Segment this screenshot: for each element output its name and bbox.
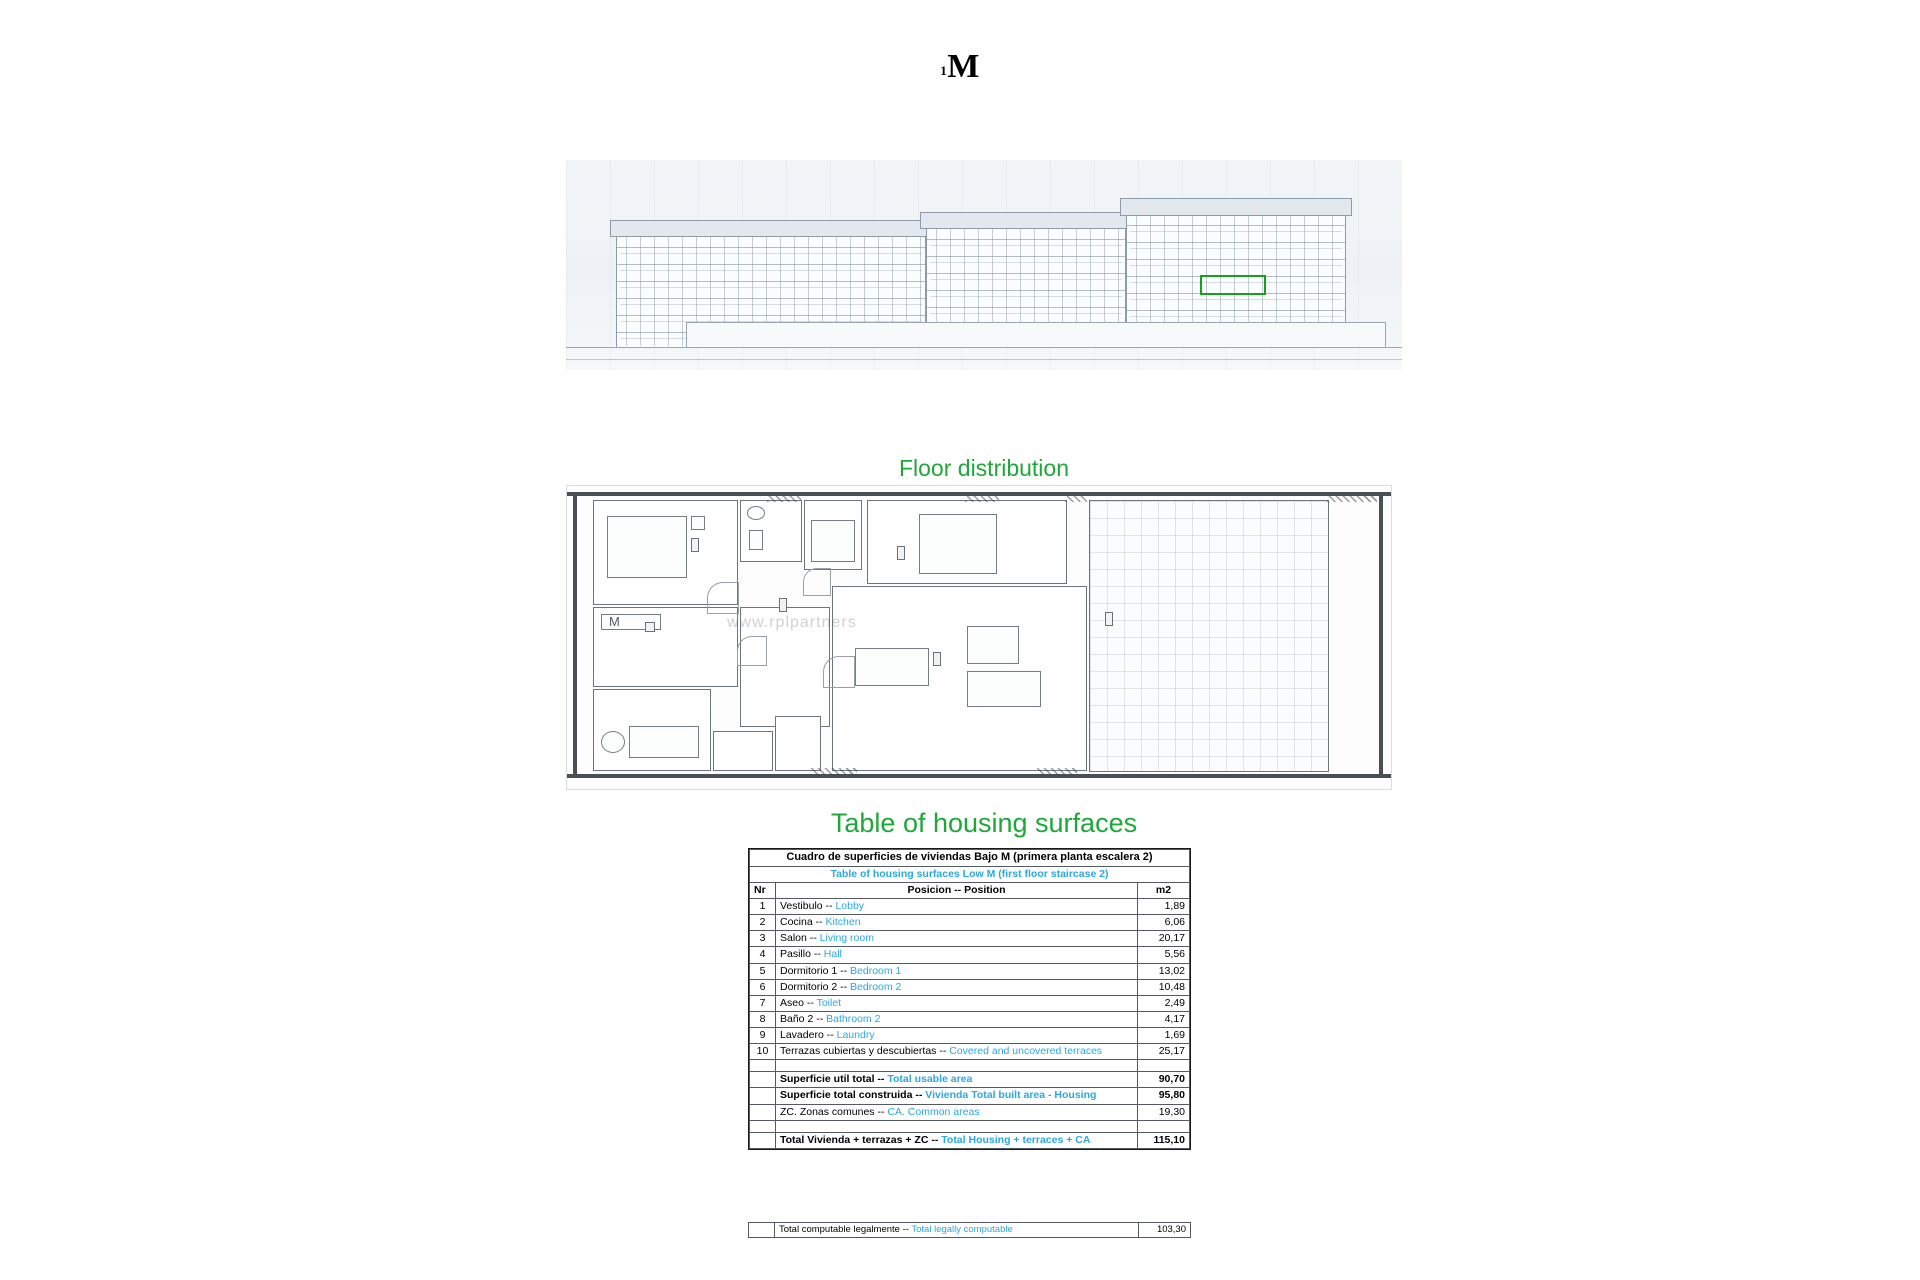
terrace-area [1089, 500, 1329, 772]
sofa [967, 671, 1041, 707]
total-usable-label [776, 1072, 1138, 1088]
table-spacer-row-2 [750, 1120, 1190, 1132]
floorplan-wall-bottom [567, 774, 1392, 778]
common-areas-row [750, 1104, 1190, 1120]
table-row [750, 1028, 1190, 1044]
row-nr: 6 [750, 979, 776, 995]
toilet-wc [749, 530, 763, 550]
grand-total-m2: 115,10 [1137, 1132, 1189, 1148]
floor-plan-drawing [566, 485, 1392, 790]
elevation-podium [686, 322, 1386, 348]
row-nr: 7 [750, 995, 776, 1011]
column-header-m2: m2 [1137, 882, 1189, 898]
table-row [750, 1011, 1190, 1027]
row-position-es: Dormitorio 1 -- [780, 964, 848, 977]
row-position-en: Laundry [836, 1029, 875, 1041]
row-position-en: Lobby [835, 900, 865, 912]
total-built-m2: 95,80 [1137, 1088, 1189, 1104]
structural-pier-5 [811, 768, 857, 776]
structural-pier-6 [1037, 768, 1077, 776]
nightstand-1 [691, 516, 705, 530]
row-m2: 25,17 [1137, 1044, 1189, 1060]
row-m2: 1,69 [1137, 1028, 1189, 1044]
row-nr: 9 [750, 1028, 776, 1044]
table-title-es: Cuadro de superficies de viviendas Bajo M (primera planta escalera 2) [750, 850, 1190, 867]
elevation-ground-line-secondary [566, 359, 1402, 360]
common-areas-es: ZC. Zonas comunes -- [780, 1105, 885, 1118]
door-bedroom-1 [707, 582, 739, 614]
row-position [776, 931, 1138, 947]
total-usable-es: Superficie util total -- [780, 1073, 885, 1086]
room-lobby [775, 716, 821, 771]
grand-total-nr [750, 1132, 776, 1148]
row-position-es: Lavadero -- [780, 1029, 834, 1041]
table-row [750, 963, 1190, 979]
page-title-text: M [947, 48, 980, 85]
grand-total-label [776, 1132, 1138, 1148]
row-m2: 1,89 [1137, 899, 1189, 915]
toilet-washbasin [747, 506, 765, 520]
row-m2: 6,06 [1137, 915, 1189, 931]
row-position-en: Bedroom 2 [850, 980, 902, 993]
plan-marker-3 [779, 598, 787, 612]
grand-total-row [750, 1132, 1190, 1148]
table-of-housing-surfaces-heading: Table of housing surfaces [830, 808, 1138, 838]
plan-marker-5 [1105, 612, 1113, 626]
common-areas-m2: 19,30 [1137, 1104, 1189, 1120]
grand-total-es: Total Vivienda + terrazas + ZC -- [780, 1133, 939, 1146]
table-row [750, 915, 1190, 931]
total-built-area-row [750, 1088, 1190, 1104]
footer-label [775, 1223, 1139, 1238]
legally-computable-row [748, 1222, 1191, 1238]
table-row [750, 899, 1190, 915]
total-usable-m2: 90,70 [1137, 1072, 1189, 1088]
page-title-prefix: 1 [940, 63, 948, 78]
row-nr: 4 [750, 947, 776, 963]
total-built-en: Vivienda Total built area - Housing [925, 1089, 1097, 1102]
row-nr: 10 [750, 1044, 776, 1060]
floorplan-wall-right [1379, 492, 1383, 778]
row-nr: 5 [750, 963, 776, 979]
row-m2: 20,17 [1137, 931, 1189, 947]
row-nr: 2 [750, 915, 776, 931]
row-position [776, 995, 1138, 1011]
table-title-row-es [750, 850, 1190, 867]
door-living-room [823, 656, 855, 688]
plan-marker-2 [897, 546, 905, 560]
row-position [776, 1044, 1138, 1060]
dining-table [855, 648, 929, 686]
total-built-nr [750, 1088, 776, 1104]
row-nr: 1 [750, 899, 776, 915]
coffee-table [967, 626, 1019, 664]
structural-pier-2 [965, 494, 999, 502]
row-position-en: Living room [819, 932, 874, 945]
elevation-roof-right [1120, 198, 1352, 216]
building-elevation-drawing [566, 160, 1402, 370]
highlighted-apartment-box [1200, 275, 1266, 295]
column-header-position: Posicion -- Position [776, 882, 1138, 898]
table-row [750, 931, 1190, 947]
room-laundry [713, 731, 773, 771]
row-m2: 2,49 [1137, 995, 1189, 1011]
footer-es: Total computable legalmente -- [779, 1224, 909, 1235]
floorplan-watermark: www.rplpartners [727, 614, 857, 631]
row-position-en: Kitchen [825, 916, 861, 929]
row-position-es: Dormitorio 2 -- [780, 980, 848, 993]
elevation-roof-middle [920, 212, 1132, 229]
row-position [776, 979, 1138, 995]
row-position-en: Covered and uncovered terraces [949, 1045, 1103, 1058]
table-row [750, 979, 1190, 995]
row-position [776, 1011, 1138, 1027]
row-position-en: Toilet [816, 996, 842, 1009]
structural-pier-1 [767, 494, 801, 502]
row-position-es: Terrazas cubiertas y descubiertas -- [780, 1045, 947, 1058]
surfaces-table-element [749, 849, 1190, 1149]
row-position-en: Bathroom 2 [826, 1012, 881, 1025]
floorplan-room-marker: M [609, 614, 620, 629]
table-title-row-en [750, 866, 1190, 882]
page-title [0, 48, 1920, 86]
column-header-nr: Nr [750, 882, 776, 898]
total-usable-en: Total usable area [887, 1073, 973, 1086]
row-nr: 8 [750, 1011, 776, 1027]
bed-master [919, 514, 997, 574]
common-areas-nr [750, 1104, 776, 1120]
floor-distribution-heading: Floor distribution [898, 455, 1070, 481]
total-usable-area-row [750, 1072, 1190, 1088]
row-position [776, 947, 1138, 963]
elevation-ground-line [566, 347, 1402, 348]
row-position-es: Vestibulo -- [780, 900, 833, 912]
row-position-en: Bedroom 1 [850, 964, 902, 977]
row-position-es: Pasillo -- [780, 948, 821, 961]
common-areas-label [776, 1104, 1138, 1120]
row-position [776, 899, 1138, 915]
row-position [776, 915, 1138, 931]
row-position-es: Salon -- [780, 932, 817, 945]
bed-1 [607, 516, 687, 578]
structural-pier-3 [1065, 494, 1087, 502]
table-spacer-row [750, 1060, 1190, 1072]
total-built-es: Superficie total construida -- [780, 1089, 923, 1102]
total-usable-nr [750, 1072, 776, 1088]
kitchen-counter [629, 726, 699, 758]
row-m2: 10,48 [1137, 979, 1189, 995]
row-position-es: Aseo -- [780, 996, 814, 1009]
total-built-label [776, 1088, 1138, 1104]
row-position-es: Cocina -- [780, 916, 823, 929]
table-title-en: Table of housing surfaces Low M (first floor staircase 2) [750, 866, 1190, 882]
table-header-row [750, 882, 1190, 898]
table-row [750, 995, 1190, 1011]
row-position [776, 1028, 1138, 1044]
grand-total-en: Total Housing + terraces + CA [941, 1133, 1091, 1146]
row-m2: 13,02 [1137, 963, 1189, 979]
table-row [750, 947, 1190, 963]
door-bedroom-2 [737, 636, 767, 666]
row-m2: 5,56 [1137, 947, 1189, 963]
row-position-en: Hall [823, 948, 842, 961]
footer-m2: 103,30 [1139, 1223, 1191, 1238]
plan-marker-6 [645, 622, 655, 632]
footer-en: Total legally computable [911, 1224, 1013, 1235]
row-nr: 3 [750, 931, 776, 947]
floorplan-wall-left [573, 492, 577, 778]
plan-marker-4 [933, 652, 941, 666]
structural-pier-4 [1327, 494, 1377, 502]
row-position [776, 963, 1138, 979]
table-row [750, 1044, 1190, 1060]
door-bathroom [803, 568, 831, 596]
row-m2: 4,17 [1137, 1011, 1189, 1027]
bathtub [811, 520, 855, 562]
plan-marker-1 [691, 538, 699, 552]
common-areas-en: CA. Common areas [887, 1105, 980, 1118]
row-position-es: Baño 2 -- [780, 1012, 824, 1025]
housing-surfaces-table [748, 848, 1191, 1150]
footer-nr [749, 1223, 775, 1238]
elevation-roof-left [610, 220, 932, 237]
kitchen-sink [601, 731, 625, 753]
